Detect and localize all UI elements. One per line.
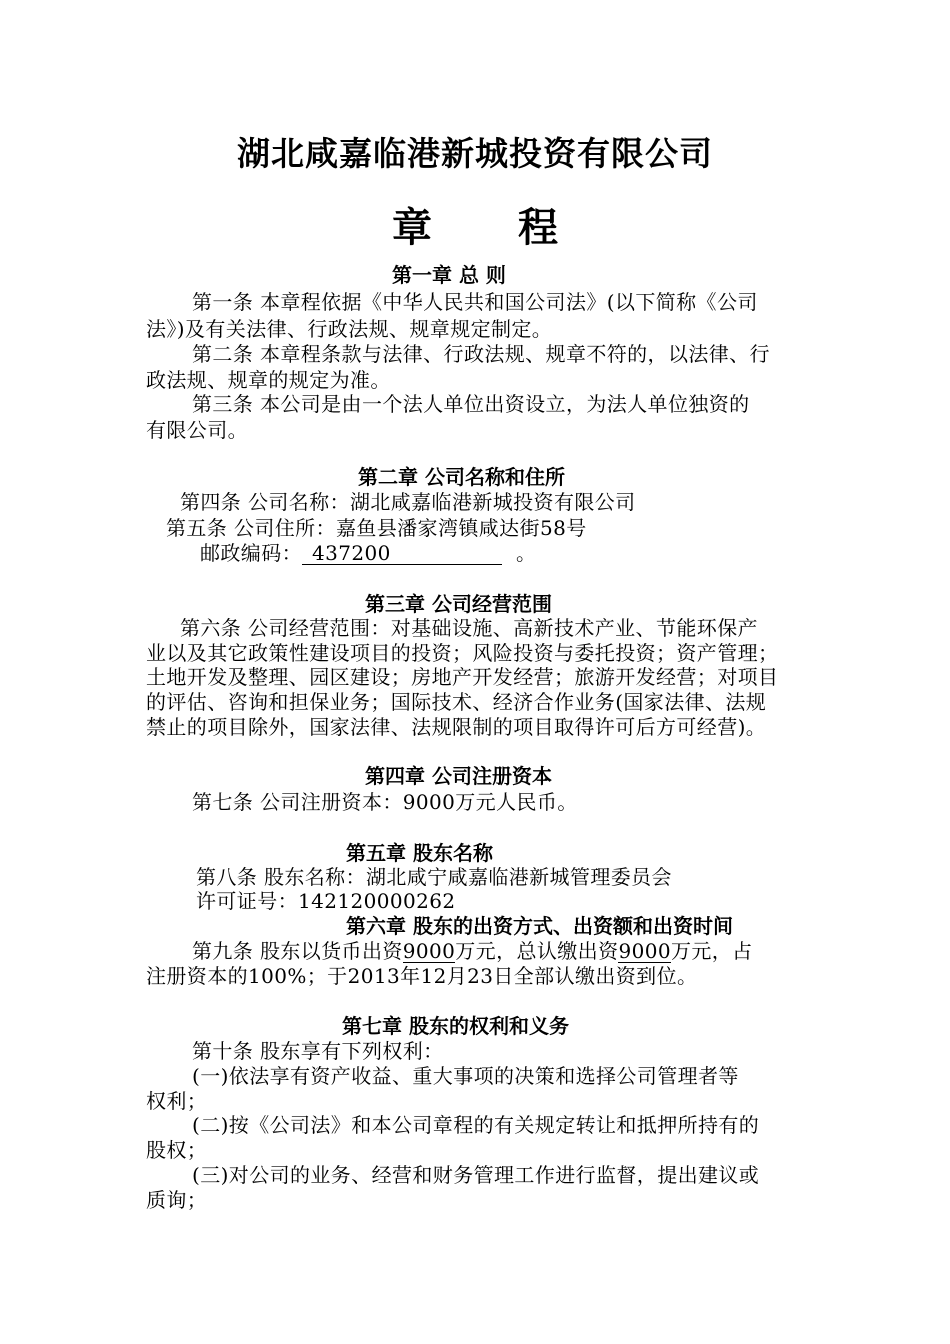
company-name-line: 第四条 公司名称：湖北咸嘉临港新城投资有限公司: [180, 490, 636, 514]
ch1-line-2: 法》)及有关法律、行政法规、规章规定制定。: [146, 317, 553, 341]
ch1-line-6: 有限公司。: [146, 418, 248, 442]
ch1-line-3: 第二条 本章程条款与法律、行政法规、规章不符的，以法律、行: [192, 342, 770, 366]
shareholder-name-line: 第八条 股东名称：湖北咸宁咸嘉临港新城管理委员会: [196, 865, 672, 889]
company-address-line: 第五条 公司住所：嘉鱼县潘家湾镇咸达街58号: [166, 516, 587, 540]
chapter-7-heading: 第七章 股东的权利和义务: [342, 1014, 569, 1038]
postal-code-label: 邮政编码：: [200, 541, 302, 565]
chapter-4-heading: 第四章 公司注册资本: [365, 764, 552, 788]
document-subtitle: [0, 196, 950, 253]
ch6-line-1-part-b: 万元，总认缴出资: [455, 939, 619, 963]
ch3-line-1: 第六条 公司经营范围：对基础设施、高新技术产业、节能环保产: [180, 616, 758, 640]
ch3-line-3: 土地开发及整理、园区建设；房地产开发经营；旅游开发经营；对项目: [146, 665, 779, 689]
ch3-line-2: 业以及其它政策性建设项目的投资；风险投资与委托投资；资产管理；: [146, 641, 779, 665]
chapter-3-heading: 第三章 公司经营范围: [365, 592, 552, 616]
postal-code-end: 。: [516, 541, 537, 565]
chapter-1-heading: 第一章 总 则: [392, 263, 506, 287]
ch6-line-2: 注册资本的100%；于2013年12月23日全部认缴出资到位。: [146, 964, 698, 988]
total-subscribed-amount: 9000: [618, 939, 671, 963]
ch6-line-1-part-a: 第九条 股东以货币出资: [192, 939, 403, 963]
postal-code-line: [200, 540, 536, 566]
chapter-2-heading: 第二章 公司名称和住所: [358, 465, 565, 489]
cash-contribution-amount: 9000: [402, 939, 456, 963]
ch1-line-4: 政法规、规章的规定为准。: [146, 368, 391, 392]
ch3-line-4: 的评估、咨询和担保业务；国际技术、经济合作业务(国家法律、法规: [146, 690, 767, 714]
ch7-line-4: (二)按《公司法》和本公司章程的有关规定转让和抵押所持有的: [192, 1113, 760, 1137]
ch6-line-1-part-c: 万元，占: [670, 939, 753, 963]
ch7-line-3: 权利；: [146, 1089, 208, 1113]
ch7-line-7: 质询；: [146, 1188, 208, 1212]
document-title: 湖北咸嘉临港新城投资有限公司: [237, 134, 713, 173]
subtitle-char-1: 章: [392, 205, 432, 251]
ch6-line-1: [192, 938, 753, 964]
chapter-5-heading: 第五章 股东名称: [346, 841, 493, 865]
ch7-line-1: 第十条 股东享有下列权利：: [192, 1039, 444, 1063]
license-number-line: 许可证号：142120000262: [196, 889, 456, 913]
chapter-6-heading: 第六章 股东的出资方式、出资额和出资时间: [346, 914, 733, 938]
ch7-line-5: 股权；: [146, 1138, 208, 1162]
ch1-line-1: 第一条 本章程依据《中华人民共和国公司法》(以下简称《公司: [192, 290, 758, 314]
ch3-line-5: 禁止的项目除外，国家法律、法规限制的项目取得许可后方可经营)。: [146, 715, 767, 739]
registered-capital-line: 第七条 公司注册资本：9000万元人民币。: [192, 790, 578, 814]
postal-code-value: 437200: [302, 542, 502, 565]
ch1-line-5: 第三条 本公司是由一个法人单位出资设立，为法人单位独资的: [192, 392, 750, 416]
ch7-line-2: (一)依法享有资产收益、重大事项的决策和选择公司管理者等: [192, 1064, 739, 1088]
ch7-line-6: (三)对公司的业务、经营和财务管理工作进行监督，提出建议或: [192, 1163, 760, 1187]
subtitle-char-2: 程: [518, 205, 558, 251]
